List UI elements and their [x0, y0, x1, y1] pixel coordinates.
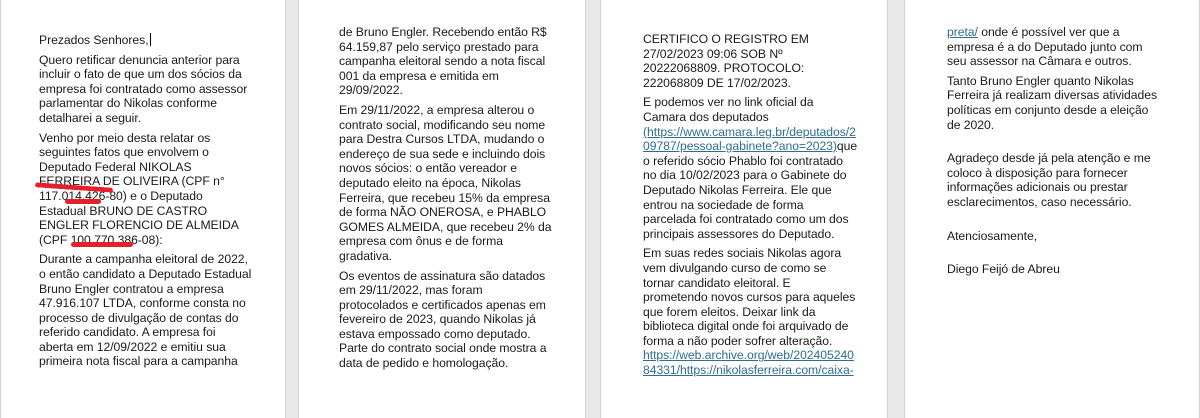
text-line: coloco à disposição para fornecer: [947, 165, 1128, 180]
text-line: Estadual BRUNO DE CASTRO: [39, 203, 208, 218]
text-line: 27/02/2023 09:06 SOB Nº: [643, 46, 783, 61]
text-line: empresa com ônus e de forma: [339, 234, 503, 249]
page-1: [0, 0, 286, 418]
text-line: onde é possível ver que a: [977, 25, 1120, 39]
text-line: referido candidato. A empresa foi: [39, 325, 216, 340]
paragraph: [947, 25, 1157, 69]
text-line: forma a não poder sofrer alteração.: [643, 333, 833, 348]
text-line: 117.014.426-80) e o Deputado: [39, 188, 203, 203]
text-line: 222068809 DE 17/02/2023.: [643, 75, 791, 90]
paragraph: [643, 32, 857, 90]
text-line: Camara dos deputados: [643, 109, 769, 124]
text-line: empresa foi contratado como assessor: [39, 81, 248, 96]
text-line: estava empossado como deputado.: [339, 326, 531, 341]
page-4-text: [947, 25, 1157, 282]
text-line: 29/09/2022.: [339, 83, 403, 98]
text-line: biblioteca digital onde foi arquivado de: [643, 319, 849, 334]
redaction-mark: [71, 242, 133, 247]
page-2-text: [339, 25, 551, 376]
page-3-text: [643, 32, 857, 383]
text-line: em 29/11/2022, mas foram: [339, 283, 483, 298]
paragraph: [947, 229, 1157, 244]
camara-link[interactable]: 09787/pessoal-gabinete?ano=2023): [643, 139, 837, 154]
text-line: Em suas redes sociais Nikolas agora: [643, 246, 842, 261]
text-line: detalharei a seguir.: [39, 110, 141, 125]
text-line: informações adicionais ou prestar: [947, 180, 1128, 195]
text-line: Parte do contrato social onde mostra a: [339, 341, 547, 356]
text-line: incluir o fato de que um dos sócios da: [39, 67, 242, 82]
text-line: protocolados e certificados apenas em: [339, 297, 546, 312]
text-line: ENGLER FLORENCIO DE ALMEIDA: [39, 218, 239, 233]
text-line: Bruno Engler contratou a empresa: [39, 281, 224, 296]
paragraph: [39, 33, 251, 48]
redaction-mark: [65, 199, 101, 204]
text-line: deputado eleito na época, Nikolas: [339, 175, 521, 190]
text-line: seguintes fatos que envolvem o: [39, 145, 209, 160]
paragraph: [643, 95, 857, 241]
text-line: parlamentar do Nikolas conforme: [39, 96, 217, 111]
page-4: [904, 0, 1200, 418]
text-line: campanha eleitoral sendo a nota fiscal: [339, 54, 546, 69]
text-line: Agradeço desde já pela atenção e me: [947, 151, 1151, 166]
paragraph: [39, 252, 251, 369]
text-line: novos sócios: o então vereador e: [339, 161, 517, 176]
text-line: de 2020.: [947, 117, 995, 132]
text-line: FERREIRA DE OLIVEIRA (CPF n°: [39, 174, 225, 189]
archive-link[interactable]: preta/: [947, 25, 978, 39]
closing: Atenciosamente,: [947, 228, 1038, 243]
text-line: Quero retificar denuncia anterior para: [39, 52, 240, 67]
text-line: Deputado Nikolas Ferreira. Ele que: [643, 182, 832, 197]
paragraph: [339, 25, 551, 98]
text-line: Durante a campanha eleitoral de 2022,: [39, 252, 248, 267]
text-line: parcelada foi contratado como um dos: [643, 212, 849, 227]
text-line: contrato social, modificando seu nome: [339, 117, 546, 132]
text-line: 20222068809. PROTOCOLO:: [643, 61, 805, 76]
text-line: de Bruno Engler. Recebendo então R$: [339, 25, 547, 39]
text-line: 47.916.107 LTDA, conforme consta no: [39, 296, 246, 311]
text-line: Ferreira, que recebeu 15% da empresa: [339, 190, 550, 205]
text-line: endereço de sua sede e incluindo dois: [339, 146, 546, 161]
paragraph: [643, 246, 857, 377]
paragraph: [339, 269, 551, 371]
text-line: o referido sócio Phablo foi contratado: [643, 153, 843, 168]
paragraph: [39, 53, 251, 126]
text-line: de forma NÃO ONEROSA, e PHABLO: [339, 205, 547, 220]
text-line: empresa é a do Deputado junto com: [947, 39, 1143, 54]
page-3: [600, 0, 888, 418]
text-line: para Destra Cursos LTDA, mudando o: [339, 132, 545, 147]
text-line: que forem eleitos. Deixar link da: [643, 304, 816, 319]
text-line: prometendo novos cursos para aqueles: [643, 290, 856, 305]
text-line: que: [836, 139, 858, 154]
text-line: principais assessores do Deputado.: [643, 226, 835, 241]
text-line: gradativa.: [339, 248, 393, 263]
text-line: tornar candidato eleitoral. E: [643, 275, 791, 290]
text-line: no dia 10/02/2023 para o Gabinete do: [643, 168, 847, 183]
page-2: [298, 0, 586, 418]
archive-link[interactable]: https://web.archive.org/web/202405240: [643, 348, 854, 363]
text-line: CERTIFICO O REGISTRO EM: [643, 32, 809, 46]
text-line: Ferreira já realizam diversas atividades: [947, 88, 1158, 103]
paragraph: [947, 74, 1157, 132]
text-line: aberta em 12/09/2022 e emitiu sua: [39, 339, 226, 354]
archive-link[interactable]: 84331/https://nikolasferreira.com/caixa-: [643, 363, 854, 378]
text-line: GOMES ALMEIDA, que recebeu 2% da: [339, 219, 552, 234]
text-line: Em 29/11/2022, a empresa alterou o: [339, 102, 535, 117]
text-line: Deputado Federal NIKOLAS: [39, 159, 192, 174]
signature-name: Diego Feijó de Abreu: [947, 262, 1060, 277]
text-line: entrou na sociedade de forma: [643, 197, 804, 212]
text-line: 64.159,87 pelo serviço prestado para: [339, 39, 539, 54]
text-line: Tanto Bruno Engler quanto Nikolas: [947, 73, 1134, 88]
text-line: primeira nota fiscal para a campanha: [39, 354, 238, 369]
text-line: Os eventos de assinatura são datados: [339, 268, 546, 283]
paragraph: [947, 151, 1157, 209]
paragraph: [339, 103, 551, 264]
text-line: 001 da empresa e emitida em: [339, 68, 499, 83]
text-line: o então candidato a Deputado Estadual: [39, 266, 252, 281]
text-line: data de pedido e homologação.: [339, 356, 509, 371]
text-line: fevereiro de 2023, quando Nikolas já: [339, 312, 536, 327]
text-line: políticas em conjunto desde a eleição: [947, 102, 1149, 117]
camara-link[interactable]: (https://www.camara.leg.br/deputados/2: [643, 124, 856, 139]
greeting: Prezados Senhores,: [39, 33, 149, 47]
text-line: Venho por meio desta relatar os: [39, 130, 211, 145]
text-line: (CPF 100.770.386-08):: [39, 232, 163, 247]
text-cursor: [150, 33, 151, 46]
paragraph: [947, 262, 1157, 277]
text-line: seu assessor na Câmara e outros.: [947, 54, 1132, 69]
text-line: esclarecimentos, caso necessário.: [947, 194, 1132, 209]
text-line: E podemos ver no link oficial da: [643, 95, 814, 110]
text-line: processo de divulgação de contas do: [39, 310, 239, 325]
text-line: vem divulgando curso de como se: [643, 260, 827, 275]
